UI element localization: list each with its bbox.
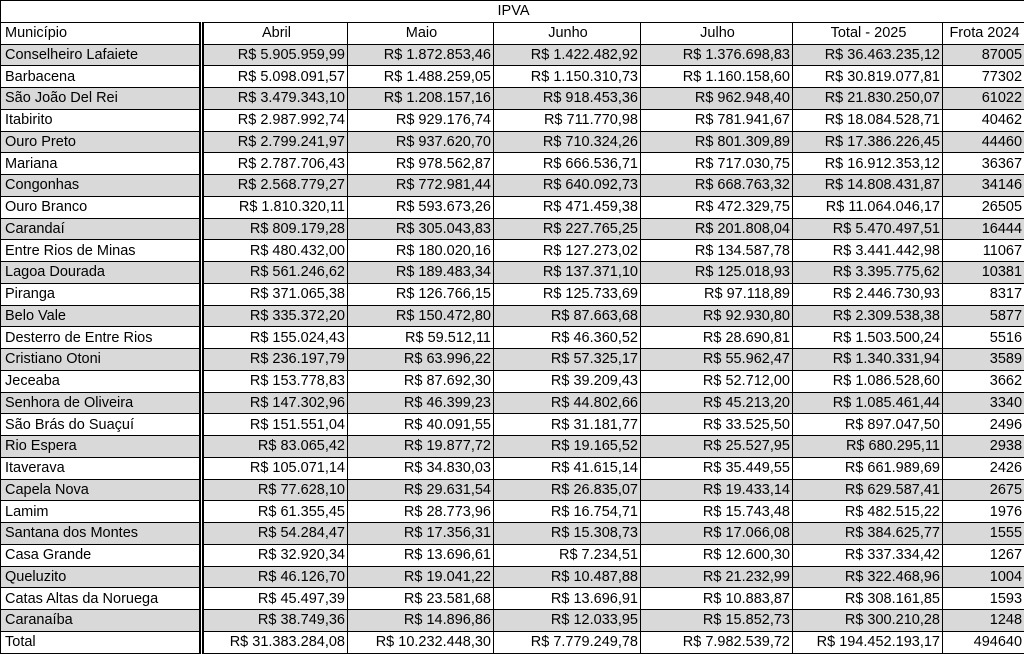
cell-maio[interactable]: R$ 19.041,22 — [348, 566, 494, 588]
cell-julho[interactable]: R$ 21.232,99 — [641, 566, 793, 588]
cell-julho[interactable]: R$ 201.808,04 — [641, 218, 793, 240]
cell-abril[interactable]: R$ 2.987.992,74 — [202, 109, 348, 131]
cell-total[interactable]: R$ 1.503.500,24 — [793, 327, 943, 349]
total-municipio[interactable]: Total — [1, 631, 202, 653]
cell-maio[interactable]: R$ 305.043,83 — [348, 218, 494, 240]
cell-abril[interactable]: R$ 480.432,00 — [202, 240, 348, 262]
cell-municipio[interactable]: Entre Rios de Minas — [1, 240, 202, 262]
cell-julho[interactable]: R$ 10.883,87 — [641, 588, 793, 610]
cell-junho[interactable]: R$ 666.536,71 — [494, 153, 641, 175]
cell-frota[interactable]: 5877 — [943, 305, 1024, 327]
cell-total[interactable]: R$ 36.463.235,12 — [793, 44, 943, 66]
header-row — [1, 22, 1024, 44]
cell-frota[interactable]: 3662 — [943, 370, 1024, 392]
cell-julho[interactable]: R$ 781.941,67 — [641, 109, 793, 131]
header-junho[interactable]: Junho — [494, 22, 641, 44]
cell-frota[interactable]: 77302 — [943, 66, 1024, 88]
cell-total[interactable]: R$ 384.625,77 — [793, 523, 943, 545]
cell-municipio[interactable]: Mariana — [1, 153, 202, 175]
cell-maio[interactable]: R$ 40.091,55 — [348, 414, 494, 436]
cell-maio[interactable]: R$ 23.581,68 — [348, 588, 494, 610]
cell-maio[interactable]: R$ 1.208.157,16 — [348, 88, 494, 110]
cell-maio[interactable]: R$ 189.483,34 — [348, 262, 494, 284]
cell-junho[interactable]: R$ 44.802,66 — [494, 392, 641, 414]
cell-municipio[interactable]: Santana dos Montes — [1, 523, 202, 545]
cell-municipio[interactable]: Capela Nova — [1, 479, 202, 501]
cell-maio[interactable]: R$ 46.399,23 — [348, 392, 494, 414]
cell-junho[interactable]: R$ 710.324,26 — [494, 131, 641, 153]
cell-julho[interactable]: R$ 92.930,80 — [641, 305, 793, 327]
cell-total[interactable]: R$ 308.161,85 — [793, 588, 943, 610]
table-row — [1, 349, 1024, 371]
total-julho[interactable]: R$ 7.982.539,72 — [641, 631, 793, 653]
table-row — [1, 544, 1024, 566]
cell-maio[interactable]: R$ 17.356,31 — [348, 523, 494, 545]
cell-junho[interactable]: R$ 39.209,43 — [494, 370, 641, 392]
cell-frota[interactable]: 11067 — [943, 240, 1024, 262]
cell-municipio[interactable]: Rio Espera — [1, 436, 202, 458]
cell-frota[interactable]: 5516 — [943, 327, 1024, 349]
cell-junho[interactable]: R$ 19.165,52 — [494, 436, 641, 458]
cell-maio[interactable]: R$ 19.877,72 — [348, 436, 494, 458]
table-title: IPVA — [1, 1, 1024, 23]
cell-junho[interactable]: R$ 13.696,91 — [494, 588, 641, 610]
cell-total[interactable]: R$ 2.446.730,93 — [793, 283, 943, 305]
cell-total[interactable]: R$ 322.468,96 — [793, 566, 943, 588]
cell-total[interactable]: R$ 16.912.353,12 — [793, 153, 943, 175]
cell-junho[interactable]: R$ 16.754,71 — [494, 501, 641, 523]
cell-julho[interactable]: R$ 1.160.158,60 — [641, 66, 793, 88]
cell-total[interactable]: R$ 2.309.538,38 — [793, 305, 943, 327]
table-row — [1, 305, 1024, 327]
cell-total[interactable]: R$ 897.047,50 — [793, 414, 943, 436]
cell-maio[interactable]: R$ 978.562,87 — [348, 153, 494, 175]
cell-julho[interactable]: R$ 35.449,55 — [641, 457, 793, 479]
cell-julho[interactable]: R$ 55.962,47 — [641, 349, 793, 371]
cell-abril[interactable]: R$ 1.810.320,11 — [202, 196, 348, 218]
cell-junho[interactable]: R$ 918.453,36 — [494, 88, 641, 110]
cell-julho[interactable]: R$ 15.743,48 — [641, 501, 793, 523]
cell-total[interactable]: R$ 1.340.331,94 — [793, 349, 943, 371]
total-maio[interactable]: R$ 10.232.448,30 — [348, 631, 494, 653]
cell-maio[interactable]: R$ 1.872.853,46 — [348, 44, 494, 66]
cell-junho[interactable]: R$ 127.273,02 — [494, 240, 641, 262]
cell-municipio[interactable]: Conselheiro Lafaiete — [1, 44, 202, 66]
cell-frota[interactable]: 1593 — [943, 588, 1024, 610]
cell-junho[interactable]: R$ 26.835,07 — [494, 479, 641, 501]
cell-abril[interactable]: R$ 46.126,70 — [202, 566, 348, 588]
header-abril[interactable]: Abril — [202, 22, 348, 44]
cell-maio[interactable]: R$ 180.020,16 — [348, 240, 494, 262]
cell-maio[interactable]: R$ 150.472,80 — [348, 305, 494, 327]
cell-frota[interactable]: 87005 — [943, 44, 1024, 66]
cell-total[interactable]: R$ 21.830.250,07 — [793, 88, 943, 110]
cell-julho[interactable]: R$ 25.527,95 — [641, 436, 793, 458]
cell-municipio[interactable]: Queluzito — [1, 566, 202, 588]
cell-abril[interactable]: R$ 2.799.241,97 — [202, 131, 348, 153]
table-row — [1, 196, 1024, 218]
cell-frota[interactable]: 3589 — [943, 349, 1024, 371]
cell-julho[interactable]: R$ 45.213,20 — [641, 392, 793, 414]
table-row — [1, 457, 1024, 479]
table-row — [1, 240, 1024, 262]
cell-abril[interactable]: R$ 83.065,42 — [202, 436, 348, 458]
cell-municipio[interactable]: Lagoa Dourada — [1, 262, 202, 284]
cell-total[interactable]: R$ 30.819.077,81 — [793, 66, 943, 88]
cell-frota[interactable]: 2496 — [943, 414, 1024, 436]
cell-abril[interactable]: R$ 32.920,34 — [202, 544, 348, 566]
cell-frota[interactable]: 44460 — [943, 131, 1024, 153]
table-row — [1, 501, 1024, 523]
cell-frota[interactable]: 34146 — [943, 175, 1024, 197]
cell-total[interactable]: R$ 1.085.461,44 — [793, 392, 943, 414]
cell-abril[interactable]: R$ 5.098.091,57 — [202, 66, 348, 88]
cell-abril[interactable]: R$ 371.065,38 — [202, 283, 348, 305]
cell-maio[interactable]: R$ 1.488.259,05 — [348, 66, 494, 88]
cell-abril[interactable]: R$ 236.197,79 — [202, 349, 348, 371]
table-row — [1, 436, 1024, 458]
cell-junho[interactable]: R$ 125.733,69 — [494, 283, 641, 305]
cell-maio[interactable]: R$ 772.981,44 — [348, 175, 494, 197]
total-total[interactable]: R$ 194.452.193,17 — [793, 631, 943, 653]
table-row — [1, 218, 1024, 240]
cell-abril[interactable]: R$ 147.302,96 — [202, 392, 348, 414]
cell-abril[interactable]: R$ 54.284,47 — [202, 523, 348, 545]
cell-julho[interactable]: R$ 472.329,75 — [641, 196, 793, 218]
cell-frota[interactable]: 26505 — [943, 196, 1024, 218]
cell-frota[interactable]: 1555 — [943, 523, 1024, 545]
total-row — [1, 631, 1024, 653]
cell-maio[interactable]: R$ 59.512,11 — [348, 327, 494, 349]
cell-abril[interactable]: R$ 2.787.706,43 — [202, 153, 348, 175]
cell-maio[interactable]: R$ 937.620,70 — [348, 131, 494, 153]
total-junho[interactable]: R$ 7.779.249,78 — [494, 631, 641, 653]
cell-total[interactable]: R$ 337.334,42 — [793, 544, 943, 566]
cell-total[interactable]: R$ 1.086.528,60 — [793, 370, 943, 392]
table-row — [1, 283, 1024, 305]
cell-julho[interactable]: R$ 97.118,89 — [641, 283, 793, 305]
cell-julho[interactable]: R$ 962.948,40 — [641, 88, 793, 110]
header-julho[interactable]: Julho — [641, 22, 793, 44]
cell-municipio[interactable]: Ouro Preto — [1, 131, 202, 153]
table-row — [1, 262, 1024, 284]
cell-julho[interactable]: R$ 668.763,32 — [641, 175, 793, 197]
cell-julho[interactable]: R$ 801.309,89 — [641, 131, 793, 153]
table-row — [1, 479, 1024, 501]
cell-julho[interactable]: R$ 17.066,08 — [641, 523, 793, 545]
cell-total[interactable]: R$ 3.395.775,62 — [793, 262, 943, 284]
cell-municipio[interactable]: Jeceaba — [1, 370, 202, 392]
cell-junho[interactable]: R$ 640.092,73 — [494, 175, 641, 197]
cell-junho[interactable]: R$ 46.360,52 — [494, 327, 641, 349]
cell-municipio[interactable]: Itabirito — [1, 109, 202, 131]
total-abril[interactable]: R$ 31.383.284,08 — [202, 631, 348, 653]
cell-julho[interactable]: R$ 717.030,75 — [641, 153, 793, 175]
table-row — [1, 109, 1024, 131]
cell-junho[interactable]: R$ 87.663,68 — [494, 305, 641, 327]
cell-abril[interactable]: R$ 5.905.959,99 — [202, 44, 348, 66]
cell-frota[interactable]: 2938 — [943, 436, 1024, 458]
cell-junho[interactable]: R$ 7.234,51 — [494, 544, 641, 566]
cell-total[interactable]: R$ 629.587,41 — [793, 479, 943, 501]
table-row — [1, 588, 1024, 610]
cell-municipio[interactable]: Belo Vale — [1, 305, 202, 327]
table-row — [1, 66, 1024, 88]
cell-total[interactable]: R$ 300.210,28 — [793, 610, 943, 632]
cell-junho[interactable]: R$ 12.033,95 — [494, 610, 641, 632]
cell-julho[interactable]: R$ 33.525,50 — [641, 414, 793, 436]
cell-maio[interactable]: R$ 13.696,61 — [348, 544, 494, 566]
cell-junho[interactable]: R$ 31.181,77 — [494, 414, 641, 436]
table-row — [1, 153, 1024, 175]
cell-abril[interactable]: R$ 151.551,04 — [202, 414, 348, 436]
cell-junho[interactable]: R$ 15.308,73 — [494, 523, 641, 545]
cell-junho[interactable]: R$ 471.459,38 — [494, 196, 641, 218]
cell-junho[interactable]: R$ 227.765,25 — [494, 218, 641, 240]
cell-municipio[interactable]: Cristiano Otoni — [1, 349, 202, 371]
cell-abril[interactable]: R$ 153.778,83 — [202, 370, 348, 392]
cell-frota[interactable]: 16444 — [943, 218, 1024, 240]
cell-julho[interactable]: R$ 19.433,14 — [641, 479, 793, 501]
cell-frota[interactable]: 61022 — [943, 88, 1024, 110]
cell-frota[interactable]: 1976 — [943, 501, 1024, 523]
cell-julho[interactable]: R$ 12.600,30 — [641, 544, 793, 566]
cell-junho[interactable]: R$ 711.770,98 — [494, 109, 641, 131]
cell-abril[interactable]: R$ 38.749,36 — [202, 610, 348, 632]
cell-abril[interactable]: R$ 2.568.779,27 — [202, 175, 348, 197]
cell-maio[interactable]: R$ 126.766,15 — [348, 283, 494, 305]
cell-municipio[interactable]: Ouro Branco — [1, 196, 202, 218]
cell-total[interactable]: R$ 661.989,69 — [793, 457, 943, 479]
cell-maio[interactable]: R$ 29.631,54 — [348, 479, 494, 501]
header-frota[interactable]: Frota 2024 — [943, 22, 1024, 44]
cell-frota[interactable]: 1248 — [943, 610, 1024, 632]
table-row — [1, 370, 1024, 392]
cell-abril[interactable]: R$ 155.024,43 — [202, 327, 348, 349]
table-row — [1, 414, 1024, 436]
cell-julho[interactable]: R$ 15.852,73 — [641, 610, 793, 632]
cell-frota[interactable]: 40462 — [943, 109, 1024, 131]
cell-municipio[interactable]: Piranga — [1, 283, 202, 305]
cell-frota[interactable]: 10381 — [943, 262, 1024, 284]
cell-municipio[interactable]: Caranaíba — [1, 610, 202, 632]
cell-abril[interactable]: R$ 561.246,62 — [202, 262, 348, 284]
table-row — [1, 175, 1024, 197]
cell-municipio[interactable]: Itaverava — [1, 457, 202, 479]
cell-maio[interactable]: R$ 63.996,22 — [348, 349, 494, 371]
cell-total[interactable]: R$ 18.084.528,71 — [793, 109, 943, 131]
cell-frota[interactable]: 3340 — [943, 392, 1024, 414]
cell-maio[interactable]: R$ 593.673,26 — [348, 196, 494, 218]
cell-abril[interactable]: R$ 45.497,39 — [202, 588, 348, 610]
cell-municipio[interactable]: Congonhas — [1, 175, 202, 197]
cell-maio[interactable]: R$ 28.773,96 — [348, 501, 494, 523]
cell-maio[interactable]: R$ 14.896,86 — [348, 610, 494, 632]
cell-frota[interactable]: 36367 — [943, 153, 1024, 175]
cell-municipio[interactable]: Casa Grande — [1, 544, 202, 566]
cell-municipio[interactable]: São João Del Rei — [1, 88, 202, 110]
cell-junho[interactable]: R$ 57.325,17 — [494, 349, 641, 371]
table-row — [1, 88, 1024, 110]
cell-total[interactable]: R$ 17.386.226,45 — [793, 131, 943, 153]
header-total[interactable]: Total - 2025 — [793, 22, 943, 44]
cell-total[interactable]: R$ 680.295,11 — [793, 436, 943, 458]
cell-total[interactable]: R$ 14.808.431,87 — [793, 175, 943, 197]
table-row — [1, 566, 1024, 588]
cell-municipio[interactable]: São Brás do Suaçuí — [1, 414, 202, 436]
cell-total[interactable]: R$ 3.441.442,98 — [793, 240, 943, 262]
cell-frota[interactable]: 1004 — [943, 566, 1024, 588]
table-row — [1, 523, 1024, 545]
header-municipio[interactable]: Município — [1, 22, 202, 44]
cell-abril[interactable]: R$ 61.355,45 — [202, 501, 348, 523]
cell-total[interactable]: R$ 482.515,22 — [793, 501, 943, 523]
cell-julho[interactable]: R$ 28.690,81 — [641, 327, 793, 349]
cell-municipio[interactable]: Carandaí — [1, 218, 202, 240]
cell-abril[interactable]: R$ 3.479.343,10 — [202, 88, 348, 110]
cell-abril[interactable]: R$ 105.071,14 — [202, 457, 348, 479]
cell-municipio[interactable]: Desterro de Entre Rios — [1, 327, 202, 349]
cell-frota[interactable]: 1267 — [943, 544, 1024, 566]
cell-julho[interactable]: R$ 1.376.698,83 — [641, 44, 793, 66]
cell-junho[interactable]: R$ 41.615,14 — [494, 457, 641, 479]
cell-municipio[interactable]: Senhora de Oliveira — [1, 392, 202, 414]
cell-total[interactable]: R$ 5.470.497,51 — [793, 218, 943, 240]
cell-abril[interactable]: R$ 77.628,10 — [202, 479, 348, 501]
cell-junho[interactable]: R$ 1.150.310,73 — [494, 66, 641, 88]
table-row — [1, 44, 1024, 66]
table-row — [1, 131, 1024, 153]
cell-abril[interactable]: R$ 335.372,20 — [202, 305, 348, 327]
table-row — [1, 327, 1024, 349]
cell-junho[interactable]: R$ 1.422.482,92 — [494, 44, 641, 66]
cell-maio[interactable]: R$ 929.176,74 — [348, 109, 494, 131]
cell-junho[interactable]: R$ 137.371,10 — [494, 262, 641, 284]
cell-municipio[interactable]: Lamim — [1, 501, 202, 523]
title-row — [1, 1, 1024, 23]
cell-julho[interactable]: R$ 52.712,00 — [641, 370, 793, 392]
cell-julho[interactable]: R$ 125.018,93 — [641, 262, 793, 284]
cell-municipio[interactable]: Catas Altas da Noruega — [1, 588, 202, 610]
cell-junho[interactable]: R$ 10.487,88 — [494, 566, 641, 588]
cell-total[interactable]: R$ 11.064.046,17 — [793, 196, 943, 218]
table-row — [1, 610, 1024, 632]
header-maio[interactable]: Maio — [348, 22, 494, 44]
cell-frota[interactable]: 2675 — [943, 479, 1024, 501]
cell-julho[interactable]: R$ 134.587,78 — [641, 240, 793, 262]
total-frota[interactable]: 494640 — [943, 631, 1024, 653]
cell-maio[interactable]: R$ 87.692,30 — [348, 370, 494, 392]
cell-frota[interactable]: 8317 — [943, 283, 1024, 305]
cell-maio[interactable]: R$ 34.830,03 — [348, 457, 494, 479]
cell-municipio[interactable]: Barbacena — [1, 66, 202, 88]
cell-frota[interactable]: 2426 — [943, 457, 1024, 479]
cell-abril[interactable]: R$ 809.179,28 — [202, 218, 348, 240]
table-row — [1, 392, 1024, 414]
